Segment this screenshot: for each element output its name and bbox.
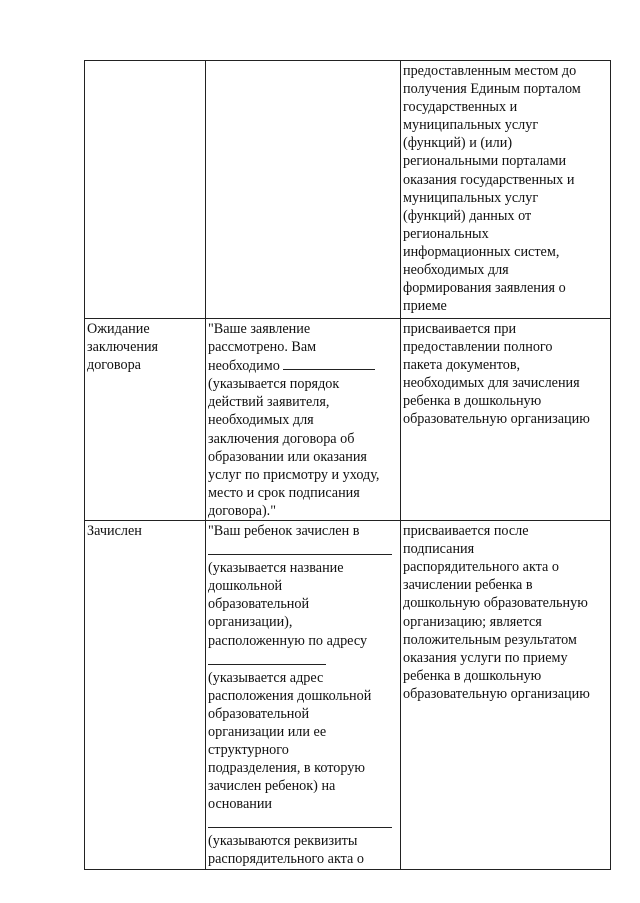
text-block: [403, 522, 608, 703]
text-line: организацию; является: [403, 613, 542, 630]
text-line: необходимых для: [208, 412, 314, 429]
notification-cell: [206, 521, 401, 870]
text-line: (функций) данных от: [403, 207, 532, 224]
text-block: [403, 320, 608, 429]
table-row: [85, 521, 611, 870]
text-line: образовательной: [208, 705, 310, 722]
text-line: рассмотрено. Вам: [208, 339, 317, 356]
text-line: "Ваше заявление: [208, 321, 311, 337]
text-line: присваивается при: [403, 321, 517, 337]
text-line: (указывается порядок: [208, 376, 340, 393]
text-line: образовательной: [208, 596, 310, 613]
text-line: договора).": [208, 502, 277, 519]
text-line: информационных систем,: [403, 243, 560, 260]
text-line: муниципальных услуг: [403, 189, 539, 206]
text-line: структурного: [208, 741, 289, 758]
text-block: [208, 832, 398, 868]
text-line: приеме: [403, 298, 447, 315]
text-line: заключения договора об: [208, 430, 355, 447]
text-line: организации),: [208, 614, 293, 631]
text-line: дошкольную образовательную: [403, 595, 588, 612]
text-line: (указывается название: [208, 560, 344, 577]
text-block: [208, 669, 398, 814]
blank-line: [208, 540, 392, 555]
text-line: образовании или оказания: [208, 448, 367, 465]
notification-cell: [206, 319, 401, 521]
description-cell: [401, 319, 611, 521]
text-line: предоставлении полного: [403, 339, 553, 356]
text-line: договора: [87, 357, 141, 374]
text-line: распорядительного акта о: [403, 559, 559, 576]
text-line: необходимых для: [403, 262, 509, 279]
text-line: необходимых для зачисления: [403, 375, 580, 392]
text-block: [208, 375, 398, 520]
blank-line: [283, 356, 375, 370]
text-line: положительным результатом: [403, 631, 577, 648]
text-line: региональных: [403, 225, 489, 242]
text-line: оказания услуги по приему: [403, 649, 568, 666]
table-row: [85, 61, 611, 319]
status-cell: [85, 61, 206, 319]
text-line: присваивается после: [403, 523, 529, 540]
text-line: услуг по присмотру и уходу,: [208, 466, 380, 483]
text-line: заключения: [87, 339, 159, 356]
text-line: региональными порталами: [403, 153, 567, 170]
blank-line: [208, 813, 392, 828]
text-line: формирования заявления о: [403, 280, 566, 297]
text-line: получения Единым порталом: [403, 81, 581, 98]
text-block: [87, 320, 203, 374]
status-cell: [85, 521, 206, 870]
text-line: расположения дошкольной: [208, 687, 372, 704]
text-block: [208, 559, 398, 649]
text-line: (функций) и (или): [403, 135, 513, 152]
text-line: ребенка в дошкольную: [403, 667, 542, 684]
text-block: [208, 522, 398, 540]
text-line: зачислении ребенка в: [403, 577, 533, 594]
text-line: зачислен ребенок) на: [208, 778, 336, 795]
text-line: (указываются реквизиты: [208, 833, 358, 850]
text-block: [87, 522, 203, 540]
status-table: [84, 60, 611, 870]
text-line: муниципальных услуг: [403, 117, 539, 134]
text-line: необходимо: [208, 356, 398, 375]
text-line: Ожидание: [87, 321, 150, 337]
text-line: ребенка в дошкольную: [403, 393, 542, 410]
text-line: государственных и: [403, 99, 518, 116]
text-line: дошкольной: [208, 578, 283, 595]
text-line: подписания: [403, 541, 475, 558]
blank-line: [208, 650, 326, 665]
text-line: основании: [208, 796, 273, 813]
description-cell: [401, 61, 611, 319]
text-line: предоставленным местом до: [403, 63, 577, 79]
text-line: образовательную организацию: [403, 685, 590, 702]
text-line: организации или ее: [208, 723, 327, 740]
text-line: образовательную организацию: [403, 411, 590, 428]
status-cell: [85, 319, 206, 521]
text-line: расположенную по адресу: [208, 632, 368, 649]
text-line: "Ваш ребенок зачислен в: [208, 523, 360, 540]
text-block: [208, 320, 398, 375]
text-line: (указывается адрес: [208, 669, 324, 686]
text-line: пакета документов,: [403, 357, 521, 374]
text-line: действий заявителя,: [208, 394, 330, 411]
description-cell: [401, 521, 611, 870]
text-line: Зачислен: [87, 523, 142, 540]
text-line: распорядительного акта о: [208, 851, 364, 868]
text-line: подразделения, в которую: [208, 760, 365, 777]
text-line: оказания государственных и: [403, 171, 575, 188]
notification-cell: [206, 61, 401, 319]
table-row: [85, 319, 611, 521]
text-line: место и срок подписания: [208, 484, 360, 501]
text-block: [403, 62, 608, 315]
